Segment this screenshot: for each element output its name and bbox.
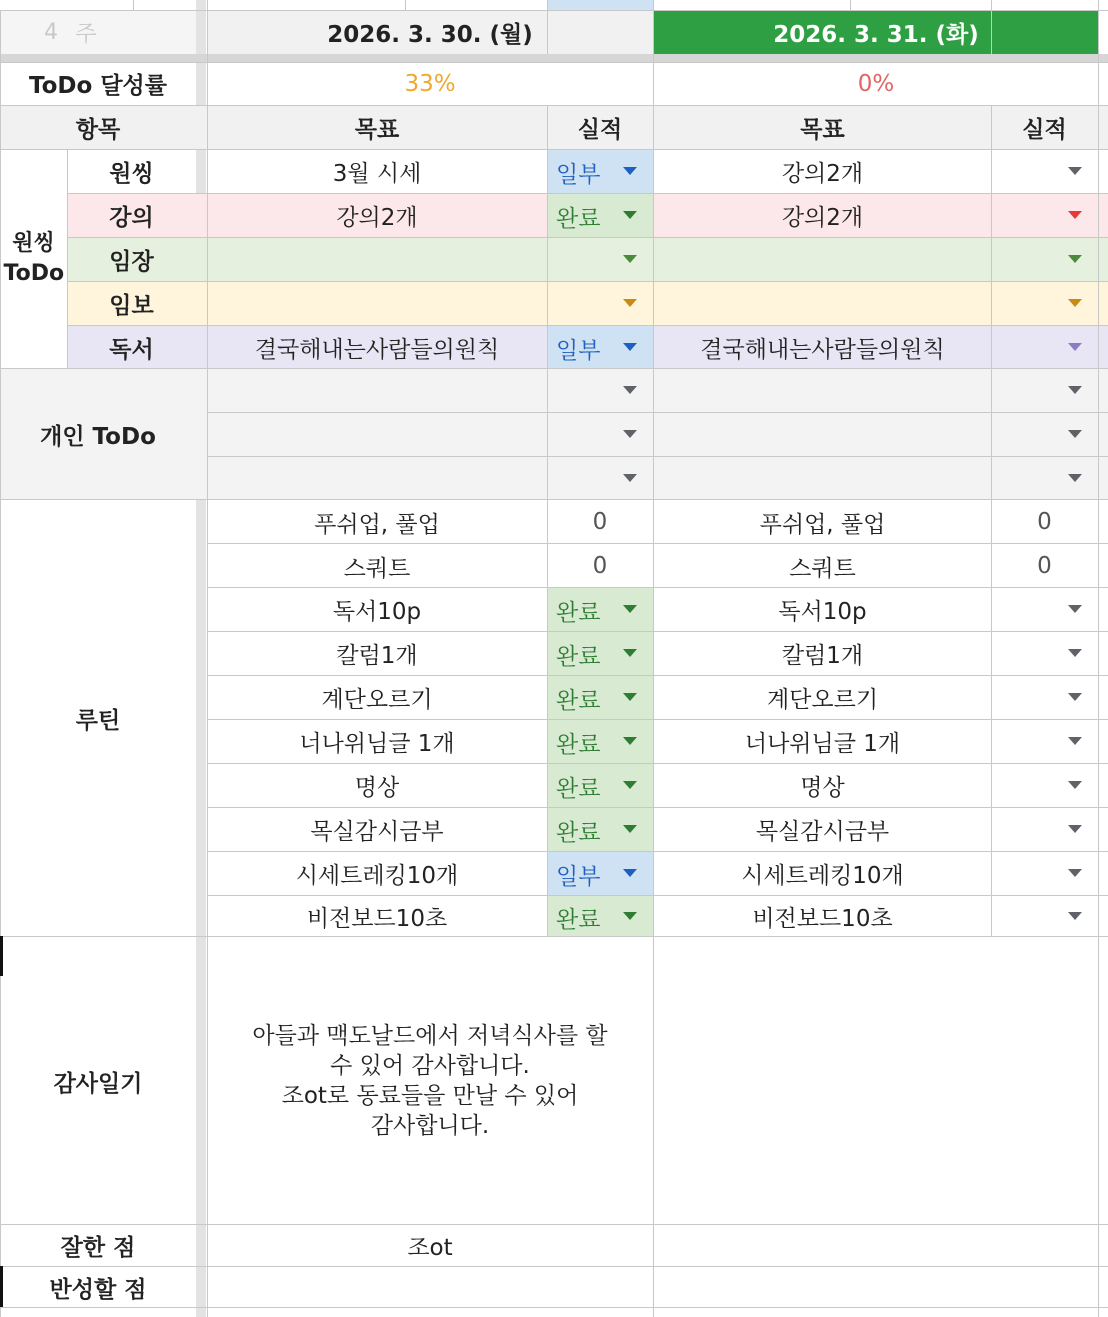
routine-day2-result-1[interactable]: 0 [1037, 553, 1052, 579]
routine-day1-result-1[interactable]: 0 [592, 553, 608, 579]
dropdown-icon[interactable] [623, 211, 637, 219]
routine-day2-goal-8[interactable]: 시세트레킹10개 [741, 862, 904, 889]
personal-label: 개인 ToDo [40, 424, 156, 450]
dropdown-icon[interactable] [623, 649, 637, 657]
routine-day1-result-6[interactable]: 완료 [556, 776, 601, 802]
gratitude-line-4: 감사합니다. [370, 1113, 490, 1139]
header-day1-goal: 목표 [354, 116, 400, 143]
gratitude-line-1: 아들과 맥도날드에서 저녁식사를 할 [252, 1023, 608, 1049]
day1-goal-wonsing[interactable]: 3월 시세 [332, 160, 422, 187]
dropdown-icon[interactable] [623, 781, 637, 789]
day2-goal-reading[interactable]: 결국해내는사람들의원칙 [700, 336, 945, 363]
routine-day1-result-7[interactable]: 완료 [556, 820, 601, 846]
reflect-label: 반성할 점 [49, 1276, 147, 1303]
routine-day1-goal-5[interactable]: 너나위님글 1개 [299, 730, 455, 757]
dropdown-icon[interactable] [1068, 211, 1082, 219]
routine-day2-goal-4[interactable]: 계단오르기 [766, 686, 879, 713]
well-done-label: 잘한 점 [60, 1235, 136, 1261]
day1-date-header[interactable]: 2026. 3. 30. (월) [327, 21, 533, 48]
routine-day1-result-8[interactable]: 일부 [556, 864, 601, 890]
dropdown-icon[interactable] [1068, 167, 1082, 175]
dropdown-icon[interactable] [1068, 474, 1082, 482]
routine-day1-result-9[interactable]: 완료 [556, 907, 601, 933]
dropdown-icon[interactable] [1068, 737, 1082, 745]
sourcing-group-label [0, 149, 67, 369]
sourcing-group-text: 원씽 ToDo [3, 231, 65, 286]
dropdown-icon[interactable] [1068, 605, 1082, 613]
routine-day2-goal-7[interactable]: 목실감시금부 [755, 818, 890, 845]
routine-day1-goal-0[interactable]: 푸쉬업, 풀업 [314, 511, 440, 538]
dropdown-icon[interactable] [623, 605, 637, 613]
reflect-day2[interactable] [654, 1267, 1098, 1307]
routine-label: 루틴 [75, 708, 121, 734]
row-label-lecture: 강의 [109, 204, 154, 231]
week-label: 주 [75, 21, 97, 47]
routine-day1-goal-3[interactable]: 칼럼1개 [336, 642, 418, 669]
day2-date-header[interactable]: 2026. 3. 31. (화) [773, 21, 979, 48]
reflect-day1[interactable] [207, 1267, 653, 1307]
routine-day1-goal-4[interactable]: 계단오르기 [321, 686, 433, 713]
dropdown-icon[interactable] [623, 430, 637, 438]
dropdown-icon[interactable] [1068, 825, 1082, 833]
header-day2-result: 실적 [1022, 116, 1067, 143]
row-label-imjang: 임장 [109, 248, 154, 275]
header-day2-goal: 목표 [800, 116, 845, 143]
routine-day2-goal-6[interactable]: 명상 [800, 774, 845, 801]
dropdown-icon[interactable] [1068, 430, 1082, 438]
dropdown-icon[interactable] [1068, 912, 1082, 920]
day1-result-lecture[interactable]: 완료 [556, 206, 601, 232]
routine-day1-result-2[interactable]: 완료 [556, 600, 601, 626]
routine-day2-goal-1[interactable]: 스쿼트 [789, 555, 856, 582]
routine-day2-goal-0[interactable]: 푸쉬업, 풀업 [759, 511, 886, 538]
routine-day1-result-5[interactable]: 완료 [556, 732, 601, 758]
gratitude-line-3: 조ot로 동료들을 만날 수 있어 [281, 1083, 579, 1109]
header-item: 항목 [75, 116, 121, 143]
day1-result-wonsing[interactable]: 일부 [556, 162, 601, 188]
routine-day1-result-3[interactable]: 완료 [556, 644, 601, 670]
routine-day1-result-0[interactable]: 0 [592, 509, 608, 535]
routine-day2-goal-3[interactable]: 칼럼1개 [781, 642, 864, 669]
gratitude-day2[interactable] [654, 937, 1098, 1225]
dropdown-icon[interactable] [623, 693, 637, 701]
routine-day1-goal-2[interactable]: 독서10p [332, 598, 422, 625]
routine-day2-goal-5[interactable]: 너나위님글 1개 [744, 730, 901, 757]
dropdown-icon[interactable] [623, 343, 637, 351]
dropdown-icon[interactable] [623, 869, 637, 877]
week-number: 4 [44, 19, 58, 45]
dropdown-icon[interactable] [1068, 386, 1082, 394]
row-imjang-bg [67, 237, 1108, 281]
day2-goal-wonsing[interactable]: 강의2개 [781, 160, 864, 187]
day1-result-reading[interactable]: 일부 [556, 338, 601, 364]
well-done-day1[interactable]: 조ot [407, 1235, 453, 1261]
routine-day1-goal-1[interactable]: 스쿼트 [343, 555, 411, 582]
routine-day1-goal-6[interactable]: 명상 [354, 774, 400, 801]
routine-day2-result-0[interactable]: 0 [1037, 509, 1052, 535]
day1-goal-reading[interactable]: 결국해내는사람들의원칙 [254, 336, 500, 363]
routine-day2-goal-9[interactable]: 비전보드10초 [752, 905, 893, 932]
dropdown-icon[interactable] [1068, 649, 1082, 657]
header-day1-result: 실적 [577, 116, 623, 143]
dropdown-icon[interactable] [623, 825, 637, 833]
gratitude-label: 감사일기 [53, 1070, 143, 1097]
day2-achievement[interactable]: 0% [857, 70, 895, 97]
achievement-label: ToDo 달성률 [29, 73, 167, 99]
dropdown-icon[interactable] [623, 912, 637, 920]
row-label-imbo: 임보 [109, 292, 154, 319]
routine-day1-goal-7[interactable]: 목실감시금부 [310, 818, 444, 845]
row-label-reading: 독서 [109, 336, 154, 363]
dropdown-icon[interactable] [1068, 693, 1082, 701]
dropdown-icon[interactable] [623, 737, 637, 745]
routine-day1-goal-9[interactable]: 비전보드10초 [306, 905, 448, 932]
dropdown-icon[interactable] [1068, 343, 1082, 351]
dropdown-icon[interactable] [623, 299, 637, 307]
row-imbo-bg [67, 281, 1108, 325]
gratitude-line-2: 수 있어 감사합니다. [330, 1053, 530, 1079]
routine-day2-goal-2[interactable]: 독서10p [778, 598, 867, 625]
day1-goal-lecture[interactable]: 강의2개 [336, 204, 418, 231]
top-strip-blue [547, 0, 653, 10]
row-label-wonsing: 원씽 [109, 160, 154, 187]
well-done-day2[interactable] [654, 1225, 1098, 1266]
dropdown-icon[interactable] [1068, 255, 1082, 263]
dropdown-icon[interactable] [623, 386, 637, 394]
dropdown-icon[interactable] [623, 255, 637, 263]
dropdown-icon[interactable] [1068, 781, 1082, 789]
routine-day1-result-4[interactable]: 완료 [556, 688, 601, 714]
gratitude-day1[interactable] [207, 937, 653, 1225]
routine-day1-goal-8[interactable]: 시세트레킹10개 [295, 862, 459, 889]
dropdown-icon[interactable] [623, 167, 637, 175]
dropdown-icon[interactable] [623, 474, 637, 482]
dropdown-icon[interactable] [1068, 869, 1082, 877]
frozen-row-gap [0, 54, 1108, 62]
day2-goal-lecture[interactable]: 강의2개 [781, 204, 864, 231]
dropdown-icon[interactable] [1068, 299, 1082, 307]
day1-achievement[interactable]: 33% [404, 70, 456, 97]
